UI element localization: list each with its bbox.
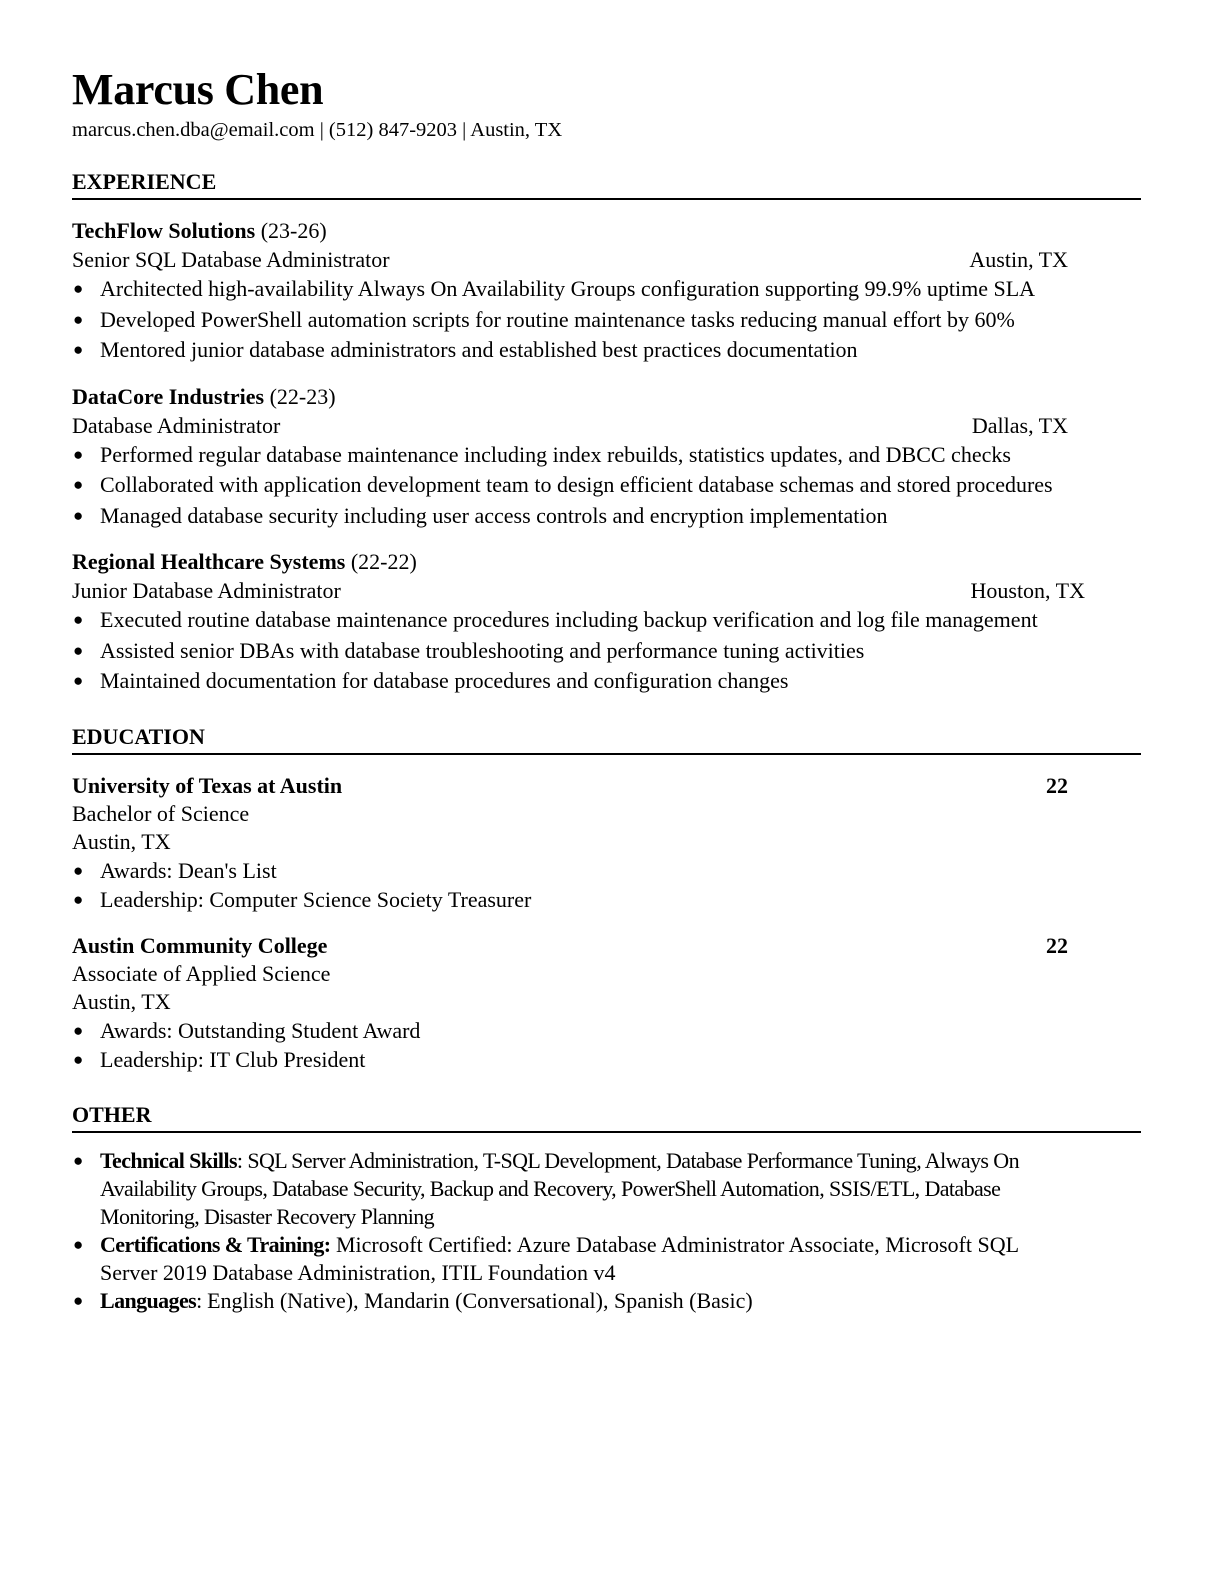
section-title-education: EDUCATION: [72, 724, 1141, 755]
job-role: Senior SQL Database Administrator: [72, 247, 390, 272]
other-section: [72, 1102, 1141, 1315]
languages-item: [72, 1287, 1141, 1315]
bullet-text: Performed regular database maintenance including index rebuilds, statistics updates, and DBCC checks: [100, 441, 1011, 467]
bullet-text: Awards: Outstanding Student Award: [100, 1017, 421, 1043]
job-entry: [72, 382, 1141, 532]
company-name: DataCore Industries: [72, 383, 265, 409]
bullet-item: [72, 636, 1141, 667]
resume-page: [72, 64, 1141, 1315]
bullet-icon: ●: [73, 475, 84, 494]
education-bullets: [72, 856, 1141, 915]
bullet-text: Architected high-availability Always On Availability Groups configuration supporting 99.9% uptime SLA: [100, 276, 1036, 301]
job-bullets: [72, 605, 1141, 697]
bullet-icon: ●: [73, 340, 84, 359]
bullet-icon: ●: [73, 505, 84, 525]
education-entry: [72, 771, 1141, 915]
degree: Associate of Applied Science: [72, 960, 331, 986]
job-location: Houston, TX: [970, 578, 1085, 603]
bullet-icon: ●: [73, 1234, 83, 1254]
item-text: English (Native), Mandarin (Conversational), Spanish (Basic): [201, 1287, 753, 1313]
bullet-text: Assisted senior DBAs with database troubleshooting and performance tuning activities: [100, 637, 865, 663]
bullet-text: Executed routine database maintenance procedures including backup verification and log file management: [100, 607, 1038, 632]
bullet-item: [72, 1016, 1141, 1046]
job-role: Junior Database Administrator: [72, 578, 341, 603]
item-text: Microsoft Certified: Azure Database Administrator Associate, Microsoft SQL Server 2019 Database Administration, ITIL Foundation v4: [100, 1231, 1019, 1285]
school-location: Austin, TX: [72, 828, 171, 854]
school-name: Austin Community College: [72, 932, 328, 958]
bullet-icon: ●: [73, 444, 84, 464]
job-location: Dallas, TX: [971, 412, 1068, 438]
bullet-icon: ●: [73, 610, 84, 629]
company-name: Regional Healthcare Systems: [72, 549, 346, 574]
item-label: Technical Skills: [100, 1147, 237, 1173]
bullet-icon: ●: [73, 1150, 83, 1170]
job-bullets: [72, 274, 1141, 366]
bullet-icon: ●: [73, 890, 84, 909]
graduation-year: 22: [1046, 772, 1068, 798]
job-dates: (23-26): [260, 218, 327, 243]
company-name: TechFlow Solutions: [72, 218, 256, 243]
school-location: Austin, TX: [72, 988, 171, 1014]
bullet-item: [72, 885, 1141, 915]
job-role: Database Administrator: [72, 412, 281, 438]
bullet-icon: ●: [73, 279, 84, 298]
skills-item: [72, 1147, 1141, 1231]
bullet-icon: ●: [73, 1020, 84, 1040]
bullet-item: [72, 274, 1141, 305]
graduation-year: 22: [1046, 932, 1068, 958]
education-section: [72, 724, 1141, 1075]
job-dates: (22-23): [269, 383, 336, 409]
bullet-item: [72, 440, 1141, 471]
job-entry: [72, 547, 1141, 697]
bullet-item: [72, 501, 1141, 532]
bullet-text: Leadership: Computer Science Society Treasurer: [100, 887, 532, 912]
experience-section: [72, 169, 1141, 697]
job-entry: [72, 216, 1141, 366]
bullet-item: [72, 666, 1141, 697]
bullet-icon: ●: [73, 309, 84, 329]
education-bullets: [72, 1016, 1141, 1075]
bullet-icon: ●: [73, 1050, 84, 1069]
bullet-icon: ●: [73, 1290, 83, 1310]
job-heading: [72, 547, 417, 576]
bullet-item: [72, 305, 1141, 336]
bullet-item: [72, 1045, 1141, 1075]
bullet-item: [72, 856, 1141, 886]
job-heading: [72, 216, 327, 245]
bullet-text: Developed PowerShell automation scripts for routine maintenance tasks reducing manual effort by 60%: [100, 306, 1015, 332]
job-dates: (22-22): [350, 549, 417, 574]
item-label: Languages: [100, 1287, 197, 1313]
bullet-text: Collaborated with application development team to design efficient database schemas and stored procedures: [100, 472, 1053, 497]
education-entry: [72, 931, 1141, 1075]
bullet-text: Managed database security including user access controls and encryption implementation: [100, 502, 888, 528]
job-bullets: [72, 440, 1141, 532]
item-separator: :: [236, 1147, 243, 1173]
bullet-icon: ●: [73, 671, 84, 690]
bullet-icon: ●: [73, 640, 84, 660]
item-separator: :: [196, 1287, 202, 1313]
bullet-text: Maintained documentation for database procedures and configuration changes: [100, 668, 789, 693]
job-location: Austin, TX: [969, 247, 1068, 272]
bullet-icon: ●: [73, 860, 84, 880]
other-bullets: [72, 1147, 1141, 1315]
candidate-name: Marcus Chen: [72, 65, 324, 114]
bullet-text: Leadership: IT Club President: [100, 1047, 366, 1072]
item-label: Certifications & Training:: [100, 1231, 331, 1257]
certifications-item: [72, 1231, 1141, 1287]
section-title-other: OTHER: [72, 1102, 1141, 1133]
job-heading: [72, 382, 336, 411]
bullet-item: [72, 605, 1141, 636]
degree: Bachelor of Science: [72, 800, 250, 826]
bullet-text: Awards: Dean's List: [100, 857, 277, 883]
bullet-item: [72, 335, 1141, 366]
section-title-experience: EXPERIENCE: [72, 169, 1141, 200]
item-text: SQL Server Administration, T-SQL Development, Database Performance Tuning, Always On Availability Groups, Database Security, Backup and Recovery, PowerShell Automation, SSIS/ETL, Database Monitoring, Disaster Recovery Planning: [100, 1147, 1019, 1229]
school-name: University of Texas at Austin: [72, 772, 343, 798]
bullet-item: [72, 470, 1141, 501]
contact-line: marcus.chen.dba@email.com | (512) 847-9203 | Austin, TX: [72, 119, 563, 141]
bullet-text: Mentored junior database administrators and established best practices documentation: [100, 337, 858, 362]
